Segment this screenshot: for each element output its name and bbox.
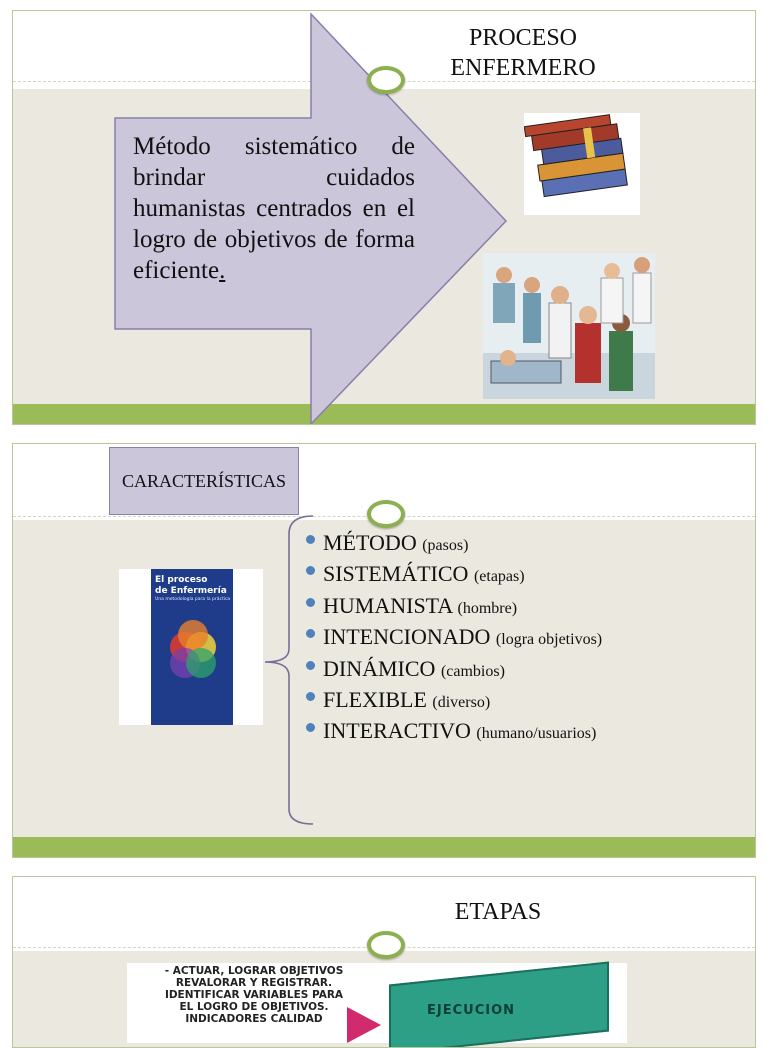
figure-text-line: IDENTIFICAR VARIABLES PARA <box>164 989 344 1001</box>
figure-text-line: EL LOGRO DE OBJETIVOS. <box>179 1001 329 1013</box>
definition-text <box>133 131 415 286</box>
characteristic-item <box>306 717 602 748</box>
pink-arrow-shape <box>347 1007 381 1043</box>
bullet-icon <box>306 661 315 670</box>
slide-proceso-enfermero <box>12 10 756 425</box>
bullet-icon <box>306 723 315 732</box>
book-cover <box>151 569 233 725</box>
characteristic-item <box>306 529 602 560</box>
bullet-icon <box>306 535 315 544</box>
slide-footer-bar <box>13 837 755 857</box>
characteristic-note: (humano/usuarios) <box>476 725 597 743</box>
bullet-icon <box>306 566 315 575</box>
figure-text-lines <box>139 965 369 1025</box>
book-cover-image <box>119 569 263 725</box>
figure-text-line: INDICADORES CALIDAD <box>185 1013 323 1025</box>
books-illustration <box>524 113 640 215</box>
characteristic-note: (logra objetivos) <box>495 631 603 649</box>
characteristic-term: INTERACTIVO <box>323 718 471 744</box>
characteristic-term: FLEXIBLE <box>323 686 427 712</box>
characteristic-item <box>306 655 602 686</box>
definition-end: . <box>219 257 226 284</box>
characteristic-item <box>306 560 602 591</box>
characteristics-heading: CARACTERÍSTICAS <box>109 447 299 515</box>
characteristic-note: (cambios) <box>440 662 505 680</box>
figure-text-line: REVALORAR Y REGISTRAR. <box>175 977 333 989</box>
characteristic-item <box>306 686 602 717</box>
characteristic-term: INTENCIONADO <box>323 624 491 650</box>
title-line-2: ENFERMERO <box>450 55 596 81</box>
definition-body: Método sistemático de brindar cuidados humanistas centrados en el logro de objetivos de forma eficiente <box>133 133 415 284</box>
slide-title: ETAPAS <box>454 899 542 925</box>
figure-text-line: - ACTUAR, LOGRAR OBJETIVOS <box>164 965 344 977</box>
ring-decoration <box>367 500 405 528</box>
ring-decoration <box>367 66 405 94</box>
characteristic-note: (diverso) <box>432 693 491 711</box>
bullet-icon <box>306 629 315 638</box>
characteristics-list <box>306 529 602 749</box>
slide-etapas <box>12 876 756 1048</box>
figure-box-label: EJECUCION <box>427 1003 516 1018</box>
nursing-care-illustration <box>483 253 655 399</box>
bullet-icon <box>306 692 315 701</box>
characteristic-item <box>306 592 602 623</box>
title-line-1: PROCESO <box>468 25 578 51</box>
characteristic-term: HUMANISTA <box>323 592 453 618</box>
book-subtitle: Una metodología para la práctica <box>155 597 231 602</box>
etapas-figure <box>127 963 627 1043</box>
characteristic-term: DINÁMICO <box>323 655 436 681</box>
book-title-line-2: de Enfermería <box>155 586 227 596</box>
characteristic-item <box>306 623 602 654</box>
slide-caracteristicas <box>12 443 756 858</box>
characteristic-note: (etapas) <box>473 568 525 586</box>
characteristic-term: MÉTODO <box>323 530 417 555</box>
bullet-icon <box>306 598 315 607</box>
characteristic-term: SISTEMÁTICO <box>323 561 469 587</box>
ring-decoration <box>367 931 405 959</box>
book-title-line-1: El proceso <box>155 575 208 585</box>
characteristic-note: (hombre) <box>457 599 518 617</box>
characteristic-note: (pasos) <box>422 537 469 554</box>
